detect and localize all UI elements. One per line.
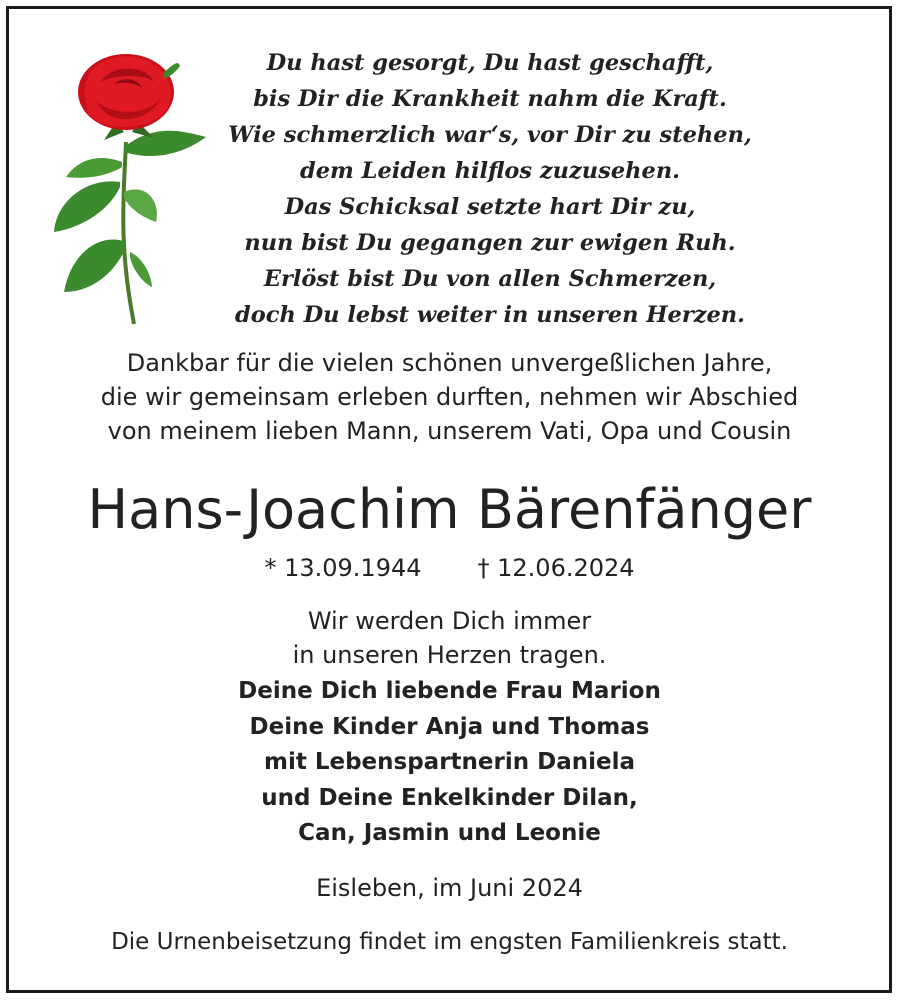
life-dates: [0, 551, 899, 585]
poem-line: Wie schmerzlich war‘s, vor Dir zu stehen,: [228, 122, 752, 148]
intro-line: Dankbar für die vielen schönen unvergeßlichen Jahre,: [126, 349, 773, 377]
poem-line: Das Schicksal setzte hart Dir zu,: [284, 194, 696, 220]
family-line: Deine Kinder Anja und Thomas: [249, 713, 650, 740]
place-date: Eisleben, im Juni 2024: [316, 874, 583, 902]
burial-note: Die Urnenbeisetzung findet im engsten Familienkreis statt.: [111, 929, 788, 955]
rose-icon: [46, 52, 216, 332]
intro-line: von meinem lieben Mann, unserem Vati, Opa und Cousin: [107, 417, 792, 445]
family-signature: [0, 674, 899, 852]
poem: [215, 45, 765, 333]
poem-line: bis Dir die Krankheit nahm die Kraft.: [253, 86, 727, 112]
memorial-message: [0, 604, 899, 672]
intro-text: [0, 346, 899, 448]
family-line: Deine Dich liebende Frau Marion: [238, 678, 661, 704]
intro-line: die wir gemeinsam erleben durften, nehmen wir Abschied: [100, 383, 799, 411]
poem-line: nun bist Du gegangen zur ewigen Ruh.: [244, 230, 736, 256]
poem-line: Du hast gesorgt, Du hast geschafft,: [266, 50, 714, 76]
poem-line: Erlöst bist Du von allen Schmerzen,: [263, 266, 717, 292]
family-line: mit Lebenspartnerin Daniela: [263, 749, 635, 775]
family-line: und Deine Enkelkinder Dilan,: [261, 784, 638, 811]
deceased-name: Hans-Joachim Bärenfänger: [87, 478, 812, 541]
family-line: Can, Jasmin und Leonie: [298, 820, 601, 846]
death-date: † 12.06.2024: [477, 554, 635, 582]
message-line: in unseren Herzen tragen.: [292, 641, 607, 669]
birth-date: * 13.09.1944: [264, 554, 422, 582]
message-line: Wir werden Dich immer: [307, 607, 592, 635]
poem-line: dem Leiden hilflos zuzusehen.: [299, 158, 681, 184]
poem-line: doch Du lebst weiter in unseren Herzen.: [235, 302, 745, 328]
